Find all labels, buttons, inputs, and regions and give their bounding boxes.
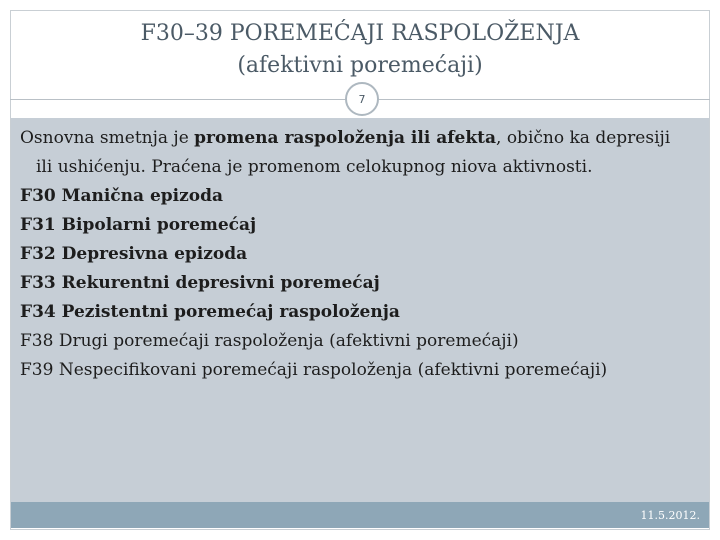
list-item-f39: F39 Nespecifikovani poremećaji raspoloženja (afektivni poremećaji) [20,360,608,380]
list-item-f30: F30 Manična epizoda [20,186,223,206]
slide-title [10,18,710,82]
body-text [20,124,690,385]
intro-bold: promena raspoloženja ili afekta [194,128,497,148]
list-item-f34: F34 Pezistentni poremećaj raspoloženja [20,302,400,322]
list-item-f32: F32 Depresivna epizoda [20,244,248,264]
intro-paragraph [20,124,690,182]
slide-number-badge [345,82,379,116]
list-item-f38: F38 Drugi poremećaji raspoloženja (afektivni poremećaji) [20,331,519,351]
slide-title-line-2: (afektivni poremećaji) [237,53,483,78]
slide-number: 7 [358,92,366,106]
footer-bar [11,502,709,528]
list-item-f31: F31 Bipolarni poremećaj [20,215,257,235]
slide-title-line-1: F30–39 POREMEĆAJI RASPOLOŽENJA [140,21,580,46]
intro-suffix: , obično ka depresiji ili ushićenju. Praćena je promenom celokupnog niova aktivnosti. [36,128,671,177]
footer-date: 11.5.2012. [640,509,700,522]
list-item-f33: F33 Rekurentni depresivni poremećaj [20,273,380,293]
intro-prefix: Osnovna smetnja je [20,128,195,148]
